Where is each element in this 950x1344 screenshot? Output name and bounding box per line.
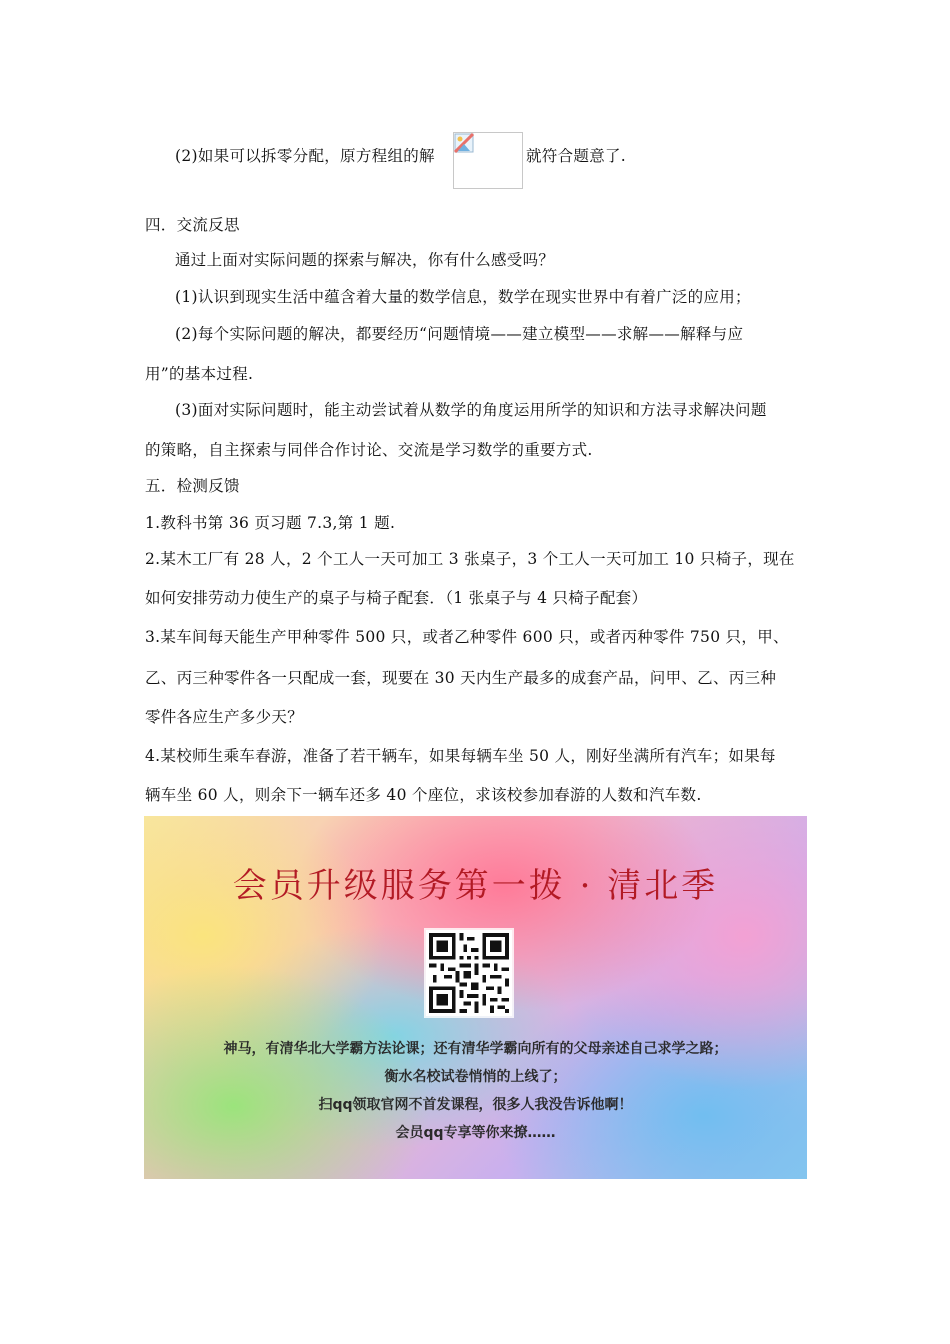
solution-text-before: (2)如果可以拆零分配，原方程组的解 <box>175 147 435 165</box>
reflection-point-3-line-2: 的策略，自主探索与同伴合作讨论、交流是学习数学的重要方式. <box>145 441 593 459</box>
exercise-4-line-2: 辆车坐 60 人，则余下一辆车还多 40 个座位，求该校参加春游的人数和汽车数. <box>145 786 702 804</box>
reflection-intro: 通过上面对实际问题的探索与解决，你有什么感受吗？ <box>175 251 555 269</box>
equation-image-placeholder <box>453 132 523 189</box>
banner-line-1: 神马，有清华北大学霸方法论课；还有清华学霸向所有的父母亲述自己求学之路； <box>223 1041 728 1057</box>
banner-line-4: 会员qq专享等你来撩…… <box>395 1125 556 1141</box>
reflection-point-3-line-1: (3)面对实际问题时，能主动尝试着从数学的角度运用所学的知识和方法寻求解决问题 <box>175 401 767 419</box>
exercise-2-line-1: 2.某木工厂有 28 人，2 个工人一天可加工 3 张桌子，3 个工人一天可加工 10 只椅子，现在 <box>145 550 795 568</box>
banner-title: 会员升级服务第一拨 · 清北季 <box>232 866 719 906</box>
qr-code[interactable] <box>426 930 512 1016</box>
reflection-point-1: (1)认识到现实生活中蕴含着大量的数学信息，数学在现实世界中有着广泛的应用； <box>175 288 751 306</box>
reflection-point-2-line-1: (2)每个实际问题的解决，都要经历“问题情境——建立模型——求解——解释与应 <box>175 325 744 343</box>
banner-line-3: 扫qq领取官网不首发课程，很多人我没告诉他啊！ <box>318 1097 633 1113</box>
broken-image-icon <box>454 133 474 153</box>
solution-sentence <box>175 144 435 166</box>
banner-line-2: 衡水名校试卷悄悄的上线了； <box>384 1069 567 1085</box>
section-heading-reflection: 四．交流反思 <box>145 216 240 234</box>
exercise-3-line-1: 3.某车间每天能生产甲种零件 500 只，或者乙种零件 600 只，或者丙种零件 750 只，甲、 <box>145 628 789 646</box>
exercise-3-line-2: 乙、丙三种零件各一只配成一套，现要在 30 天内生产最多的成套产品，问甲、乙、丙三种 <box>145 669 777 687</box>
exercise-2-line-2: 如何安排劳动力使生产的桌子与椅子配套．（1 张桌子与 4 只椅子配套） <box>145 589 648 607</box>
exercise-4-line-1: 4.某校师生乘车春游，准备了若干辆车，如果每辆车坐 50 人，刚好坐满所有汽车；如果每 <box>145 747 776 765</box>
exercise-3-line-3: 零件各应生产多少天？ <box>145 708 304 726</box>
promo-banner <box>144 816 807 1179</box>
reflection-point-2-line-2: 用”的基本过程. <box>145 365 254 383</box>
exercise-1: 1.教科书第 36 页习题 7.3,第 1 题. <box>145 514 396 532</box>
qr-code-icon <box>429 933 509 1013</box>
section-heading-feedback: 五．检测反馈 <box>145 477 240 495</box>
solution-text-after: 就符合题意了. <box>526 147 627 165</box>
